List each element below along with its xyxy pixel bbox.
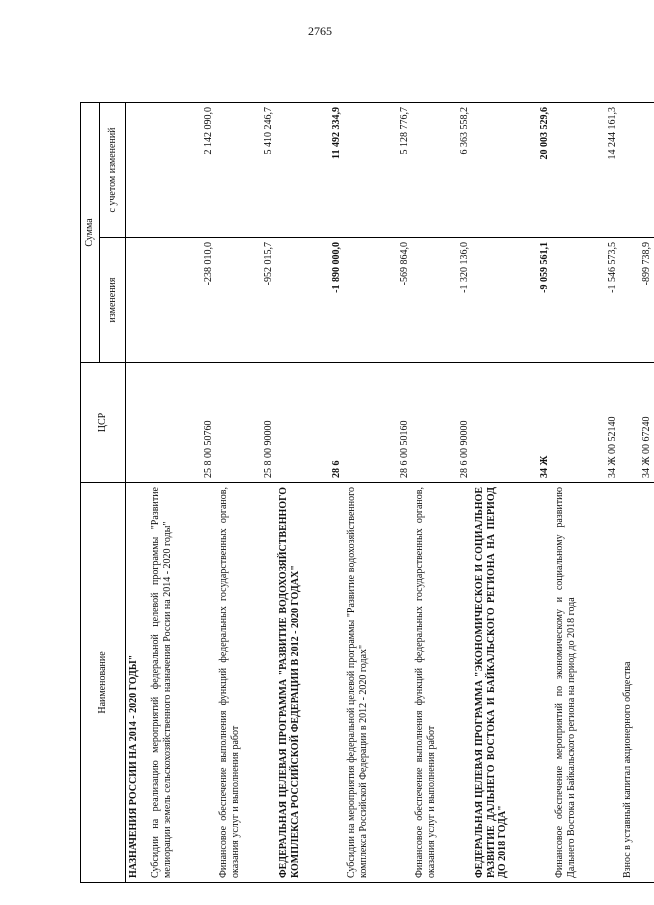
row-change: -952 015,7 bbox=[216, 238, 276, 363]
row-name: Субсидии на мероприятия федеральной целевой программы "Развитие водохозяйственного комплекса Российской Федерации в 2012 - 2020 годах" bbox=[344, 483, 412, 883]
row-with-change: 6 363 558,2 bbox=[412, 102, 472, 237]
row-code: 34 Ж 00 52140 bbox=[552, 363, 620, 483]
rotated-document bbox=[80, 103, 652, 883]
row-name: ФЕДЕРАЛЬНАЯ ЦЕЛЕВАЯ ПРОГРАММА "РАЗВИТИЕ ВОДОХОЗЯЙСТВЕННОГО КОМПЛЕКСА РОССИЙСКОЙ ФЕДЕРАЦИИ В 2012 - 2020 ГОДАХ" bbox=[276, 483, 344, 883]
row-name: Взнос в уставный капитал акционерного общества bbox=[620, 483, 654, 883]
header-change: изменения bbox=[100, 238, 126, 363]
row-name: Субсидии на реализацию мероприятий федеральной целевой программы "Развитие мелиорации земель сельскохозяйственного назначения России на 2014 - 2020 годы" bbox=[148, 483, 216, 883]
header-with-change: с учетом изменений bbox=[100, 102, 126, 237]
row-name: Финансовое обеспечение выполнения функций федеральных государственных органов, оказания услуг и выполнения работ bbox=[216, 483, 276, 883]
header-code: ЦСР bbox=[81, 363, 126, 483]
row-change: -1 890 000,0 bbox=[276, 238, 344, 363]
row-code: 25 8 00 90000 bbox=[216, 363, 276, 483]
row-name: Финансовое обеспечение мероприятий по экономическому и социальному развитию Дальнего Востока и Байкальского региона на период до 2018 года bbox=[552, 483, 620, 883]
header-sum-group: Сумма bbox=[81, 102, 100, 362]
row-change: -1 320 136,0 bbox=[412, 238, 472, 363]
row-with-change: 5 410 246,7 bbox=[216, 102, 276, 237]
row-name: ФЕДЕРАЛЬНАЯ ЦЕЛЕВАЯ ПРОГРАММА "ЭКОНОМИЧЕСКОЕ И СОЦИАЛЬНОЕ РАЗВИТИЕ ДАЛЬНЕГО ВОСТОКА И БАЙКАЛЬСКОГО РЕГИОНА НА ПЕРИОД ДО 2018 ГОДА" bbox=[472, 483, 552, 883]
row-code bbox=[126, 363, 149, 483]
row-code: 28 6 bbox=[276, 363, 344, 483]
row-name: Финансовое обеспечение выполнения функций федеральных государственных органов, оказания услуг и выполнения работ bbox=[412, 483, 472, 883]
table-row bbox=[344, 102, 412, 882]
row-change: -899 738,9 bbox=[620, 238, 654, 363]
row-change: -238 010,0 bbox=[148, 238, 216, 363]
row-with-change: 5 128 776,7 bbox=[344, 102, 412, 237]
table-row bbox=[412, 102, 472, 882]
row-with-change: 14 244 161,3 bbox=[552, 102, 620, 237]
row-code: 34 Ж 00 67240 bbox=[620, 363, 654, 483]
table-row bbox=[276, 102, 344, 882]
row-with-change: 20 003 529,6 bbox=[472, 102, 552, 237]
row-code: 28 6 00 90000 bbox=[412, 363, 472, 483]
budget-table bbox=[80, 102, 654, 883]
row-code: 25 8 00 50760 bbox=[148, 363, 216, 483]
row-code: 28 6 00 50160 bbox=[344, 363, 412, 483]
row-change bbox=[126, 238, 149, 363]
row-with-change: 11 492 334,9 bbox=[276, 102, 344, 237]
row-with-change bbox=[126, 102, 149, 237]
row-with-change bbox=[620, 102, 654, 237]
table-row bbox=[126, 102, 149, 882]
row-name: НАЗНАЧЕНИЯ РОССИИ НА 2014 - 2020 ГОДЫ" bbox=[126, 483, 149, 883]
table-row bbox=[148, 102, 216, 882]
row-change: -9 059 561,1 bbox=[472, 238, 552, 363]
table-row bbox=[216, 102, 276, 882]
table-row bbox=[620, 102, 654, 882]
row-change: -569 864,0 bbox=[344, 238, 412, 363]
table-row bbox=[472, 102, 552, 882]
row-with-change: 2 142 090,0 bbox=[148, 102, 216, 237]
table-row bbox=[552, 102, 620, 882]
table-body bbox=[126, 102, 654, 882]
row-code: 34 Ж bbox=[472, 363, 552, 483]
header-name: Наименование bbox=[81, 483, 126, 883]
page-number: 2765 bbox=[308, 24, 332, 38]
row-change: -1 546 573,5 bbox=[552, 238, 620, 363]
